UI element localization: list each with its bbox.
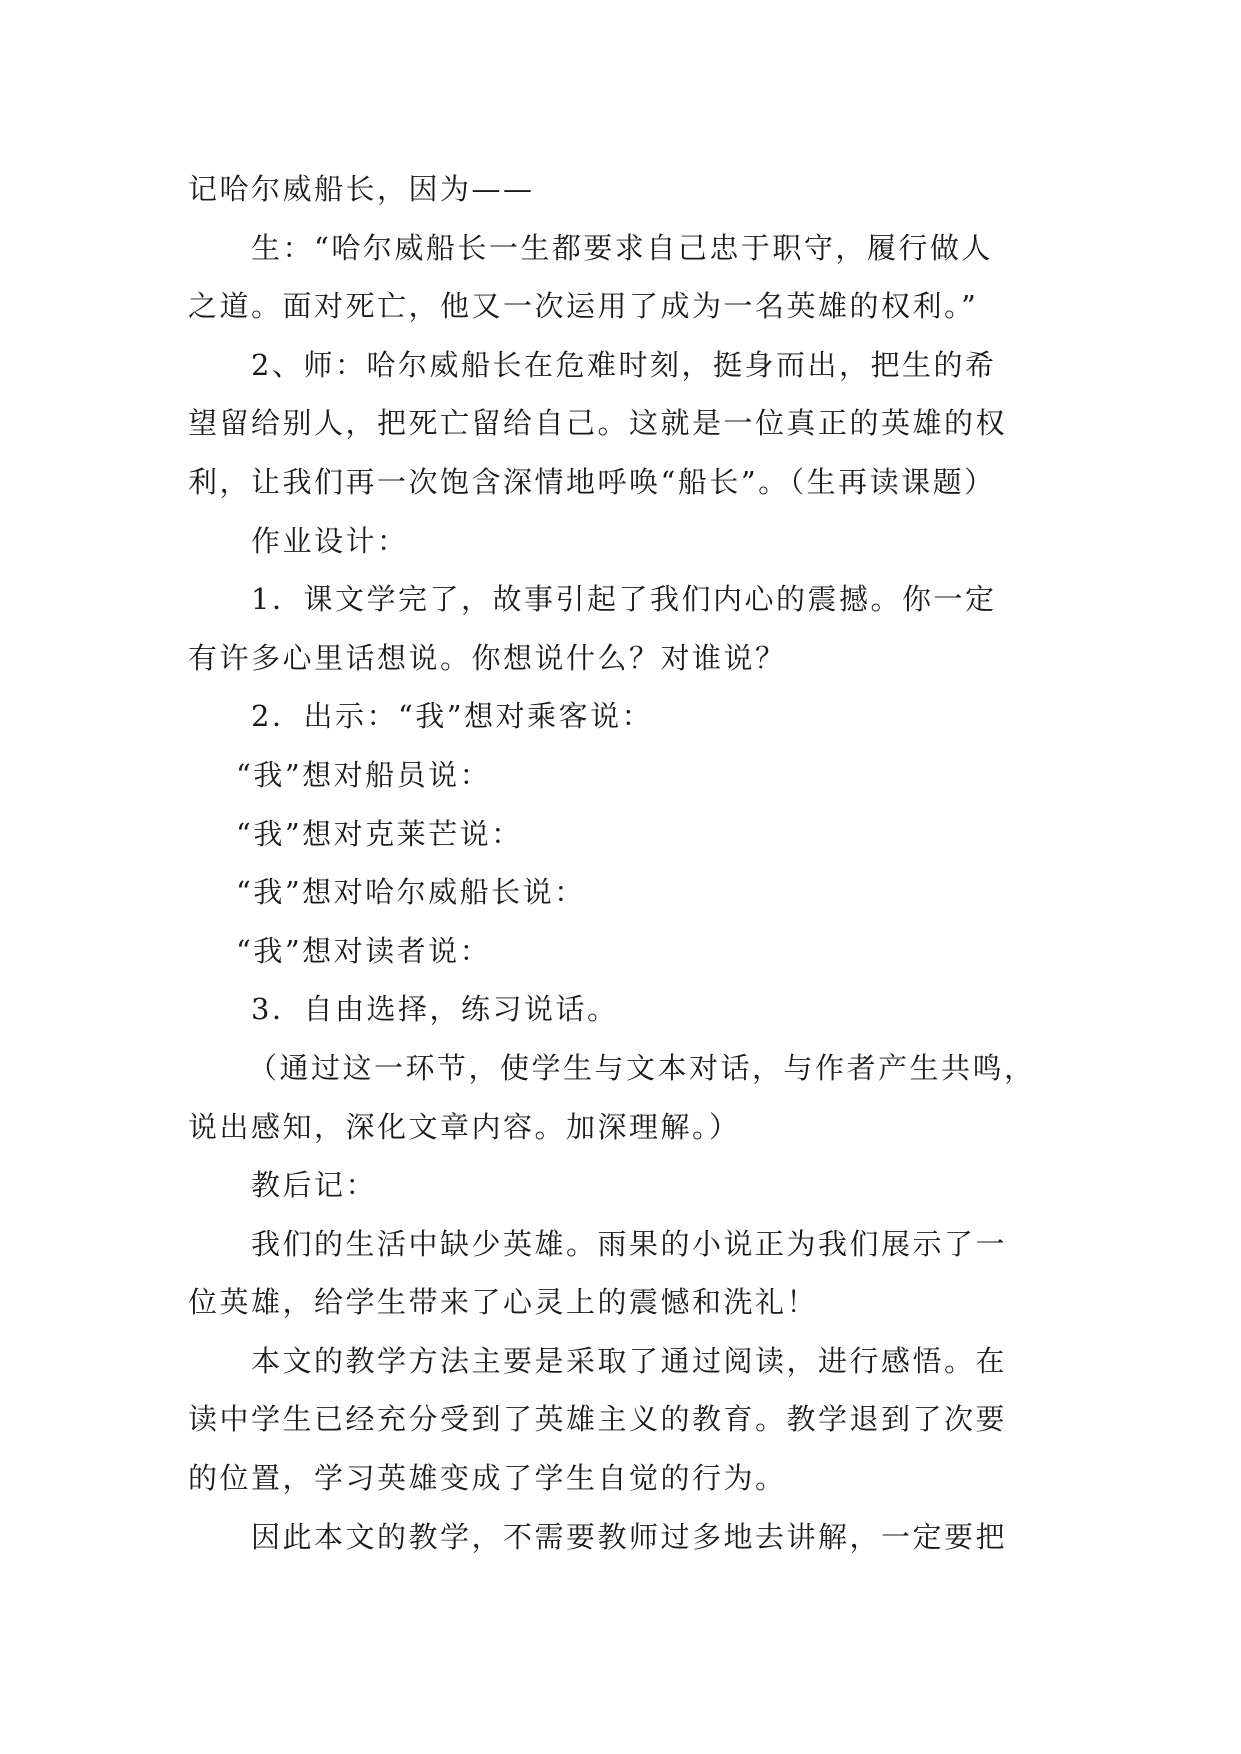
- text-line: 2、师：哈尔威船长在危难时刻，挺身而出，把生的希: [251, 347, 997, 382]
- text-line: “我”想对读者说：: [236, 933, 492, 968]
- text-line: “我”想对哈尔威船长说：: [236, 875, 586, 910]
- text-line: 2．出示：“我”想对乘客说：: [251, 699, 654, 734]
- text-line: “我”想对船员说：: [236, 757, 492, 792]
- section-heading: 作业设计：: [251, 523, 409, 558]
- text-line: 本文的教学方法主要是采取了通过阅读，进行感悟。在: [251, 1343, 1008, 1378]
- text-line: “我”想对克莱芒说：: [236, 816, 523, 851]
- text-line: 我们的生活中缺少英雄。雨果的小说正为我们展示了一: [251, 1226, 1008, 1261]
- text-line: 记哈尔威船长，因为——: [188, 172, 535, 206]
- text-line: 3．自由选择，练习说话。: [251, 992, 619, 1027]
- text-line: 利，让我们再一次饱含深情地呼唤“船长”。（生再读课题）: [188, 464, 996, 499]
- text-line: 之道。面对死亡，他又一次运用了成为一名英雄的权利。”: [188, 289, 979, 324]
- text-line: 读中学生已经充分受到了英雄主义的教育。教学退到了次要: [188, 1402, 1008, 1437]
- section-heading: 教后记：: [251, 1168, 378, 1203]
- text-line: 因此本文的教学，不需要教师过多地去讲解，一定要把: [251, 1519, 1008, 1554]
- text-line: 有许多心里话想说。你想说什么？对谁说？: [188, 640, 787, 675]
- text-line: 的位置，学习英雄变成了学生自觉的行为。: [188, 1461, 787, 1496]
- text-line: 说出感知，深化文章内容。加深理解。）: [188, 1109, 741, 1144]
- body-text: [188, 160, 1048, 1566]
- text-line: 生：“哈尔威船长一生都要求自己忠于职守，履行做人: [251, 230, 993, 265]
- text-line: （通过这一环节，使学生与文本对话，与作者产生共鸣，: [248, 1050, 1036, 1085]
- text-line: 1．课文学完了，故事引起了我们内心的震撼。你一定: [251, 582, 997, 617]
- text-line: 望留给别人，把死亡留给自己。这就是一位真正的英雄的权: [188, 406, 1008, 441]
- text-line: 位英雄，给学生带来了心灵上的震憾和洗礼！: [188, 1285, 819, 1320]
